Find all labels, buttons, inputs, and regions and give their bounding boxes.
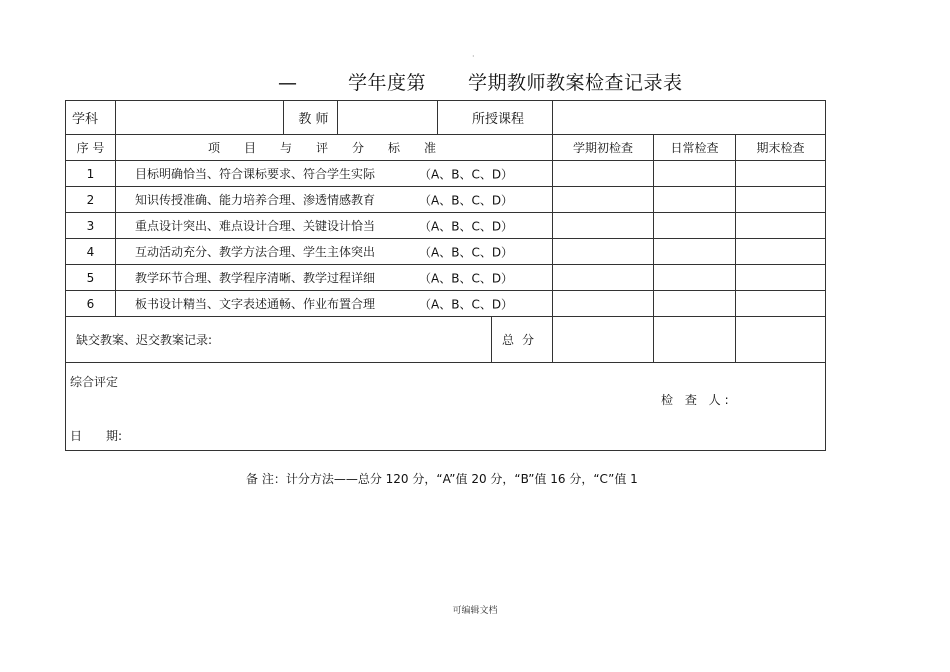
- criteria-row: [66, 291, 826, 317]
- remarks-note: 备 注：计分方法——总分 120 分，“A”值 20 分，“B”值 16 分，“C”值 1: [246, 472, 638, 486]
- criteria-no: 3: [66, 213, 116, 239]
- criteria-no: 6: [66, 291, 116, 317]
- score-daily[interactable]: [654, 187, 736, 213]
- criteria-row: [66, 265, 826, 291]
- score-daily[interactable]: [654, 239, 736, 265]
- total-score-label: 总分: [492, 317, 553, 363]
- absent-record-label: 缺交教案、迟交教案记录:: [66, 317, 492, 363]
- info-row: [66, 101, 826, 135]
- criteria-row: [66, 213, 826, 239]
- criteria-no: 1: [66, 161, 116, 187]
- criteria-row: [66, 161, 826, 187]
- criteria-text-cell: [116, 239, 553, 265]
- col-end-term-header: 期末检查: [736, 135, 826, 161]
- criteria-text-cell: [116, 187, 553, 213]
- seq-header: 序 号: [66, 135, 116, 161]
- criteria-grade: （A、B、C、D）: [419, 167, 514, 181]
- comment-row: [66, 363, 826, 451]
- total-daily[interactable]: [654, 317, 736, 363]
- criteria-text: 板书设计精当、文字表述通畅、作业布置合理: [135, 297, 376, 311]
- score-daily[interactable]: [654, 265, 736, 291]
- criteria-grade: （A、B、C、D）: [419, 219, 514, 233]
- title-blank-dash: —: [278, 72, 297, 94]
- col-daily-header: 日常检查: [654, 135, 736, 161]
- teacher-label: 教 师: [284, 101, 338, 135]
- score-daily[interactable]: [654, 291, 736, 317]
- score-daily[interactable]: [654, 161, 736, 187]
- top-dot: ·: [472, 52, 475, 61]
- title-part-1: 学年度第: [348, 72, 427, 94]
- criteria-text-cell: [116, 265, 553, 291]
- criteria-text-cell: [116, 161, 553, 187]
- score-end-term[interactable]: [736, 187, 826, 213]
- criteria-text: 目标明确恰当、符合课标要求、符合学生实际: [135, 167, 376, 181]
- score-start-term[interactable]: [553, 291, 654, 317]
- header-row: [66, 135, 826, 161]
- inspector-label: 检 查 人:: [661, 393, 733, 407]
- course-field[interactable]: [553, 101, 826, 135]
- score-end-term[interactable]: [736, 239, 826, 265]
- score-end-term[interactable]: [736, 213, 826, 239]
- score-daily[interactable]: [654, 213, 736, 239]
- criteria-grade: （A、B、C、D）: [419, 245, 514, 259]
- criteria-text: 互动活动充分、教学方法合理、学生主体突出: [135, 245, 376, 259]
- total-start-term[interactable]: [553, 317, 654, 363]
- score-end-term[interactable]: [736, 265, 826, 291]
- footer-text: 可编辑文档: [452, 606, 498, 616]
- course-label: 所授课程: [438, 101, 553, 135]
- title-part-2: 学期教师教案检查记录表: [468, 72, 683, 94]
- comment-cell[interactable]: [66, 363, 826, 451]
- score-start-term[interactable]: [553, 187, 654, 213]
- score-end-term[interactable]: [736, 161, 826, 187]
- score-end-term[interactable]: [736, 291, 826, 317]
- criteria-text: 知识传授准确、能力培养合理、渗透情感教育: [135, 193, 376, 207]
- standard-header: 项目与评分标准: [116, 135, 553, 161]
- inspection-table: [65, 100, 826, 451]
- date-label-part-2: 期:: [106, 429, 123, 443]
- score-start-term[interactable]: [553, 213, 654, 239]
- subject-field[interactable]: [116, 101, 284, 135]
- score-start-term[interactable]: [553, 161, 654, 187]
- criteria-text-cell: [116, 213, 553, 239]
- criteria-grade: （A、B、C、D）: [419, 271, 514, 285]
- criteria-no: 4: [66, 239, 116, 265]
- criteria-text: 教学环节合理、教学程序清晰、教学过程详细: [135, 271, 376, 285]
- score-start-term[interactable]: [553, 239, 654, 265]
- criteria-no: 2: [66, 187, 116, 213]
- date-label: [70, 427, 122, 444]
- criteria-text-cell: [116, 291, 553, 317]
- criteria-row: [66, 239, 826, 265]
- date-label-part-1: 日: [70, 429, 83, 443]
- criteria-row: [66, 187, 826, 213]
- summary-row: [66, 317, 826, 363]
- criteria-grade: （A、B、C、D）: [419, 297, 514, 311]
- page-title: [0, 70, 950, 96]
- overall-evaluation-label: 综合评定: [70, 375, 119, 389]
- score-start-term[interactable]: [553, 265, 654, 291]
- col-start-term-header: 学期初检查: [553, 135, 654, 161]
- criteria-grade: （A、B、C、D）: [419, 193, 514, 207]
- criteria-no: 5: [66, 265, 116, 291]
- criteria-text: 重点设计突出、难点设计合理、关键设计恰当: [135, 219, 376, 233]
- total-end-term[interactable]: [736, 317, 826, 363]
- teacher-field[interactable]: [338, 101, 438, 135]
- subject-label: 学科: [66, 101, 116, 135]
